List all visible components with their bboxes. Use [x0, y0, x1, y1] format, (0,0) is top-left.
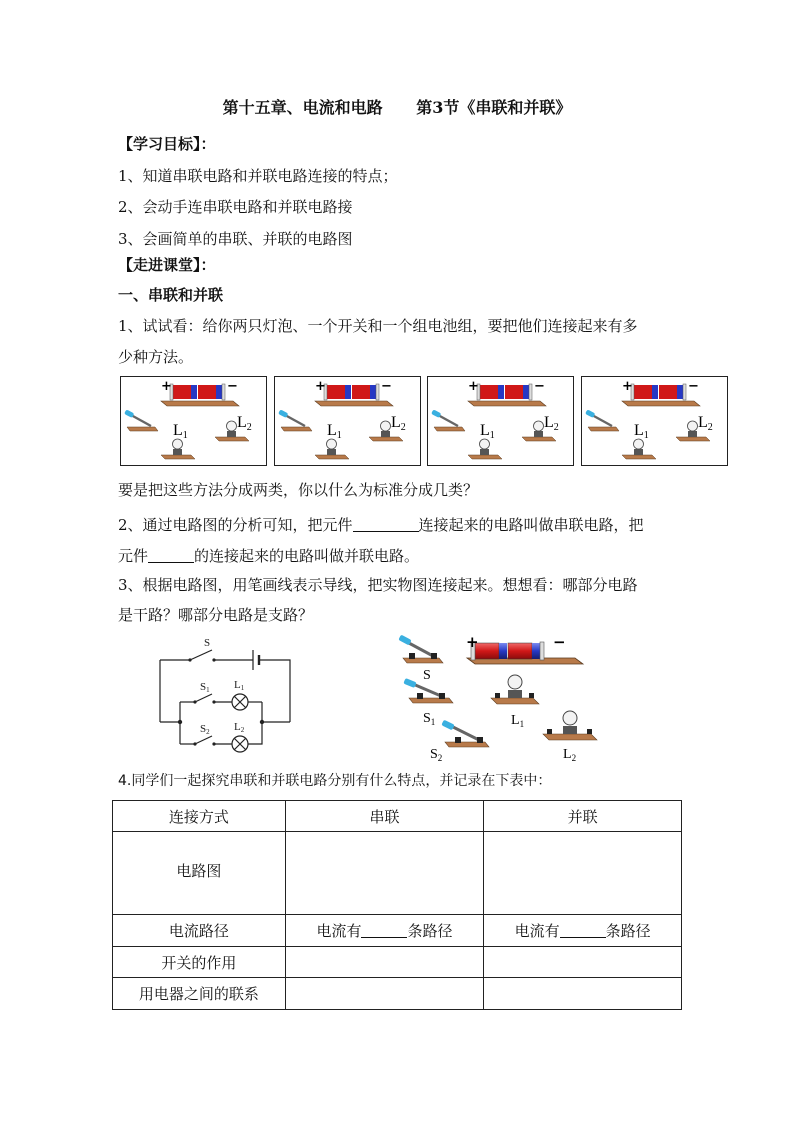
chapter-title: 第十五章、电流和电路	[222, 98, 383, 117]
question-3-line-1: 3、根据电路图，用笔画线表示导线，把实物图连接起来。想想看：哪部分电路	[118, 576, 638, 594]
panel-label-l2: L2	[391, 414, 406, 433]
panel-label-l2: L2	[698, 414, 713, 433]
question-1-followup: 要是把这些方法分成两类，你以什么为标准分成几类？	[118, 481, 479, 499]
label-real-l2: $L_2$	[563, 747, 577, 763]
lamp-l1-real	[491, 675, 539, 729]
lamp-l2-real	[543, 711, 597, 763]
panel-label-l2: L2	[544, 414, 559, 433]
panel-label-l1: L1	[327, 422, 342, 441]
panel-label-l1: L1	[480, 422, 495, 441]
cell-parallel-path: 电流有 条路径	[484, 915, 682, 947]
panel-minus: −	[688, 379, 699, 394]
q2-part3: 元件	[118, 547, 149, 565]
label-s2: S2	[200, 723, 210, 736]
switch-s2-blade	[195, 736, 212, 744]
battery-pack	[466, 633, 583, 664]
question-1-line-1: 1、试试看：给你两只灯泡、一个开关和一个组电池组，要把他们连接起来有多	[118, 317, 638, 335]
real-components	[395, 632, 605, 764]
question-3-line-2: 是干路？哪部分电路是支路？	[118, 606, 314, 624]
q2-part1: 2、通过电路图的分析可知，把元件	[118, 516, 353, 534]
table-header-row	[113, 801, 682, 832]
row-label-path: 电流路径	[113, 915, 286, 947]
panel-plus: +	[622, 379, 633, 394]
panel-minus: −	[227, 379, 238, 394]
label-s: S	[204, 637, 211, 649]
component-panel-4	[581, 376, 728, 466]
parallel-path-blank[interactable]	[560, 923, 606, 938]
answer-blank-series[interactable]	[353, 515, 419, 532]
panel-plus: +	[161, 379, 172, 394]
question-2-line-2	[118, 545, 419, 566]
panel-drawing	[121, 377, 266, 465]
header-series: 串联	[285, 801, 484, 832]
panel-label-l1: L1	[634, 422, 649, 441]
cell-series-switch[interactable]	[285, 947, 484, 978]
switch-s1-blade	[195, 694, 212, 702]
label-real-l1: $L_1$	[511, 713, 525, 729]
label-real-s1: $S_1$	[423, 711, 436, 727]
table-row-relation	[113, 978, 682, 1010]
panel-plus: +	[315, 379, 326, 394]
q2-part2: 连接起来的电路叫做串联电路，把	[418, 516, 644, 534]
row-label-diagram: 电路图	[113, 832, 286, 915]
battery-plus: +	[466, 633, 479, 651]
objective-3: 3、会画简单的串联、并联的电路图	[118, 230, 353, 248]
switch-s1-real	[403, 678, 453, 727]
panel-minus: −	[381, 379, 392, 394]
cell-parallel-diagram[interactable]	[484, 832, 682, 915]
table-row-diagram	[113, 832, 682, 915]
wire-right	[259, 660, 290, 722]
panel-drawing	[582, 377, 727, 465]
section-1-heading: 一、串联和并联	[118, 286, 224, 304]
label-real-s2: $S_2$	[430, 747, 443, 763]
section-title: 第3节《串联和并联》	[416, 98, 572, 117]
row-label-relation: 用电器之间的联系	[113, 978, 286, 1010]
label-l1: L1	[234, 679, 245, 692]
question-1-line-2: 少种方法。	[118, 348, 194, 366]
q2-part4: 的连接起来的电路叫做并联电路。	[194, 547, 420, 565]
component-panel-3	[427, 376, 574, 466]
question-2-line-1	[118, 514, 644, 535]
cell-series-path: 电流有 条路径	[285, 915, 484, 947]
header-connection: 连接方式	[113, 801, 286, 832]
label-real-s: S	[423, 668, 431, 683]
answer-blank-parallel[interactable]	[148, 546, 194, 563]
cell-parallel-switch[interactable]	[484, 947, 682, 978]
circuit-diagram	[150, 632, 300, 756]
battery-minus: −	[553, 633, 566, 651]
panel-label-l2: L2	[237, 414, 252, 433]
page-title	[0, 95, 794, 118]
switch-s2-real	[430, 720, 489, 763]
component-panel-1	[120, 376, 267, 466]
switch-s-real	[398, 635, 443, 683]
objective-2: 2、会动手连串联电路和并联电路接	[118, 198, 353, 216]
cell-series-relation[interactable]	[285, 978, 484, 1010]
comparison-table	[112, 800, 682, 1010]
panel-plus: +	[468, 379, 479, 394]
panel-minus: −	[534, 379, 545, 394]
header-parallel: 并联	[484, 801, 682, 832]
panel-drawing	[428, 377, 573, 465]
panel-label-l1: L1	[173, 422, 188, 441]
label-s1: S1	[200, 681, 210, 694]
table-row-switch	[113, 947, 682, 978]
objective-1: 1、知道串联电路和并联电路连接的特点；	[118, 167, 398, 185]
row-label-switch: 开关的作用	[113, 947, 286, 978]
cell-parallel-relation[interactable]	[484, 978, 682, 1010]
classroom-heading: 【走进课堂】：	[118, 256, 216, 274]
component-panel-2	[274, 376, 421, 466]
panel-drawing	[275, 377, 420, 465]
objectives-heading: 【学习目标】：	[118, 135, 216, 153]
table-row-path	[113, 915, 682, 947]
cell-series-diagram[interactable]	[285, 832, 484, 915]
label-l2: L2	[234, 721, 245, 734]
switch-s-blade	[190, 650, 212, 660]
series-path-blank[interactable]	[361, 923, 407, 938]
question-4: 4.同学们一起探究串联和并联电路分别有什么特点，并记录在下表中：	[118, 773, 552, 789]
